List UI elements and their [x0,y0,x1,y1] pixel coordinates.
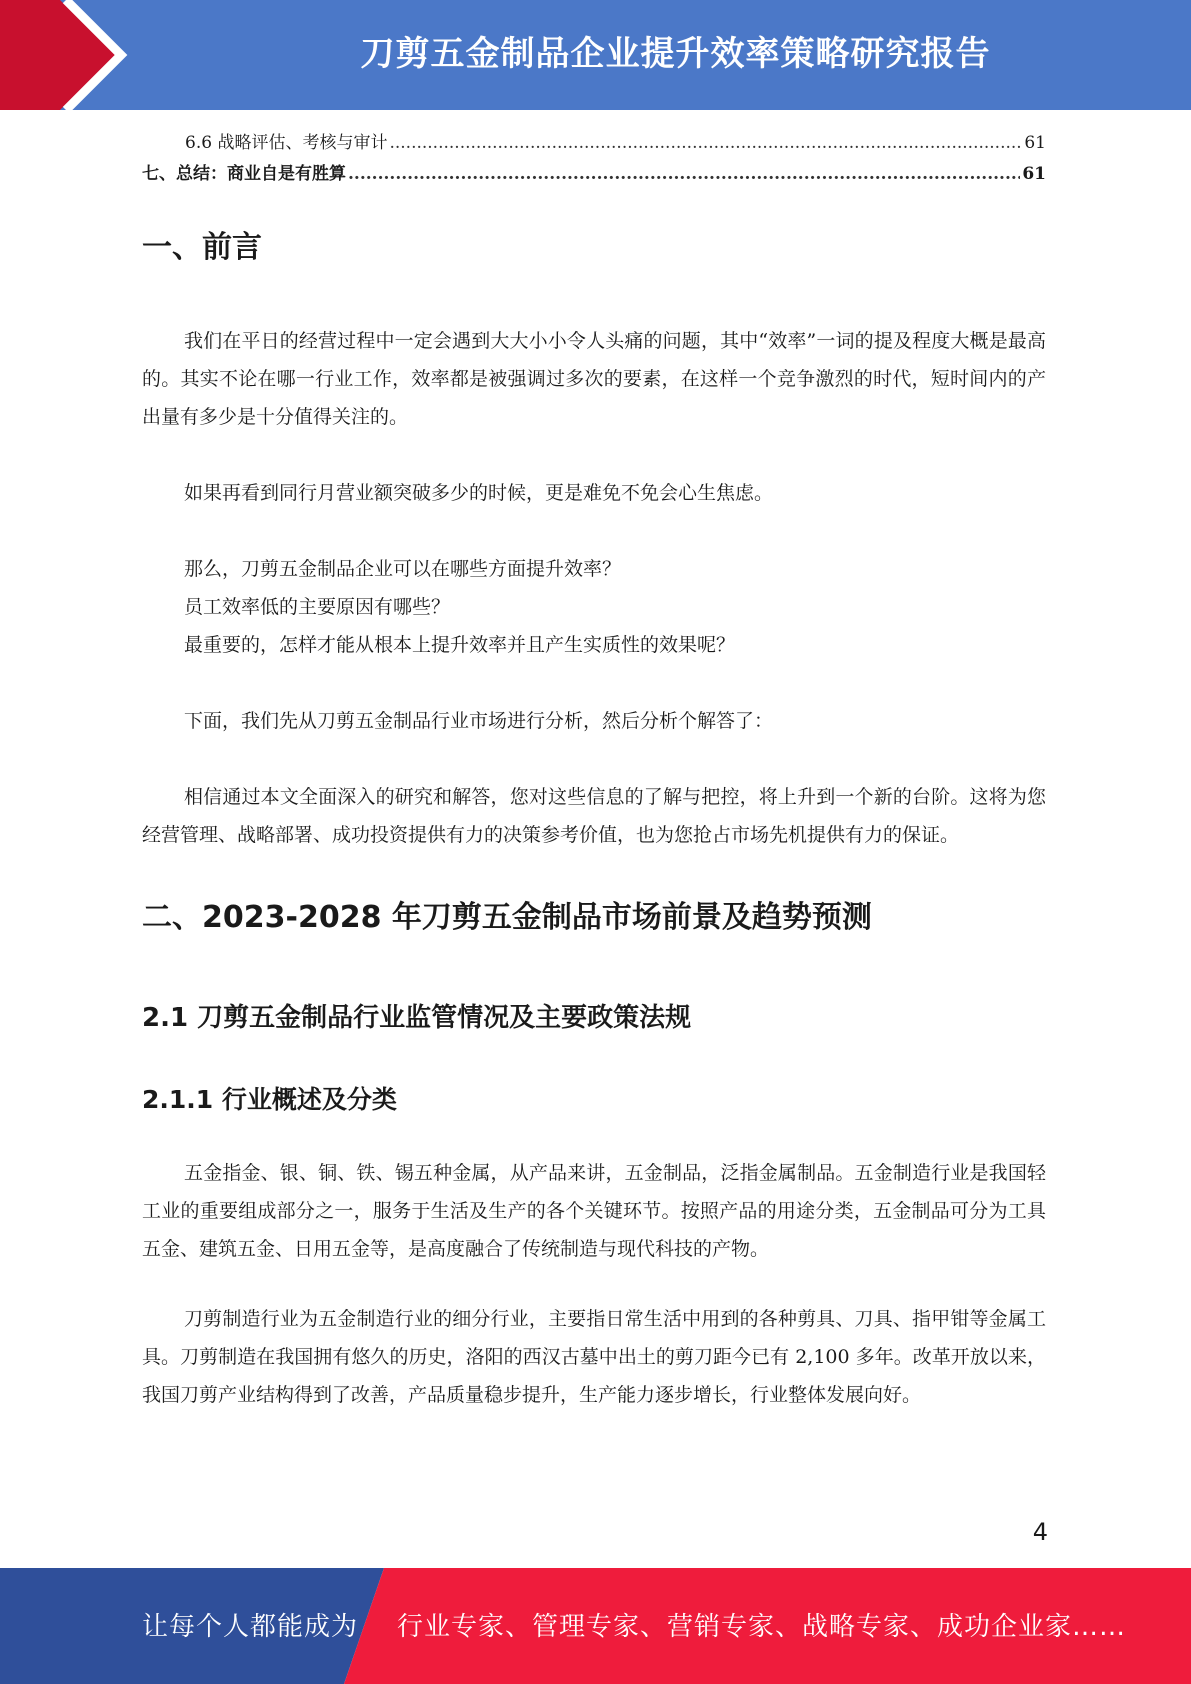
paragraph: 我们在平日的经营过程中一定会遇到大大小小令人头痛的问题，其中“效率”一词的提及程度大概是最高的。其实不论在哪一行业工作，效率都是被强调过多次的要素，在这样一个竞争激烈的时代，短时间内的产出量有多少是十分值得关注的。 [142,330,1046,428]
toc-entry[interactable] [142,159,1046,190]
section-heading: 一、前言 [142,230,262,265]
toc-entry-page: 61 [1022,164,1046,184]
paragraph: 五金指金、银、铜、铁、锡五种金属，从产品来讲，五金制品，泛指金属制品。五金制造行业是我国轻工业的重要组成部分之一，服务于生活及生产的各个关键环节。按照产品的用途分类，五金制品可分为工具五金、建筑五金、日用五金等，是高度融合了传统制造与现代科技的产物。 [142,1162,1046,1260]
paragraph: 下面，我们先从刀剪五金制品行业市场进行分析，然后分析个解答了： [184,710,774,732]
toc-leader-dots [389,133,1022,153]
question-line: 那么，刀剪五金制品企业可以在哪些方面提升效率？ [184,558,622,580]
toc-entry-label: 七、总结：商业自是有胜算 [142,164,346,184]
page-number: 4 [1032,1518,1048,1546]
paragraph: 刀剪制造行业为五金制造行业的细分行业，主要指日常生活中用到的各种剪具、刀具、指甲钳等金属工具。刀剪制造在我国拥有悠久的历史，洛阳的西汉古墓中出土的剪刀距今已有 2,100 多年。改革开放以来，我国刀剪产业结构得到了改善，产品质量稳步提升，生产能力逐步增长，行业整体发展向好。 [142,1308,1046,1406]
section-heading: 二、2023-2028 年刀剪五金制品市场前景及趋势预测 [142,900,872,935]
toc-leader-dots [348,164,1020,184]
question-line: 最重要的，怎样才能从根本上提升效率并且产生实质性的效果呢？ [184,634,736,656]
paragraph: 如果再看到同行月营业额突破多少的时候，更是难免不免会心生焦虑。 [184,482,774,504]
report-title: 刀剪五金制品企业提升效率策略研究报告 [360,34,991,74]
page-content [142,128,1046,1414]
footer-slogan-right: 行业专家、管理专家、营销专家、战略专家、成功企业家…… [397,1612,1127,1642]
toc-entry-label: 6.6 战略评估、考核与审计 [185,133,388,153]
toc-entry[interactable] [142,128,1046,159]
footer-bar [0,1568,1191,1684]
question-line: 员工效率低的主要原因有哪些？ [184,596,451,618]
footer-slogan-left: 让每个人都能成为 [142,1612,359,1642]
paragraph: 相信通过本文全面深入的研究和解答，您对这些信息的了解与把控，将上升到一个新的台阶。这将为您经营管理、战略部署、成功投资提供有力的决策参考价值，也为您抢占市场先机提供有力的保证。 [142,786,1046,846]
subsection-heading: 2.1 刀剪五金制品行业监管情况及主要政策法规 [142,1003,692,1033]
toc-entry-page: 61 [1024,133,1046,153]
subsubsection-heading: 2.1.1 行业概述及分类 [142,1085,397,1114]
header-chevron-icon [0,0,160,110]
header-bar [0,0,1191,110]
